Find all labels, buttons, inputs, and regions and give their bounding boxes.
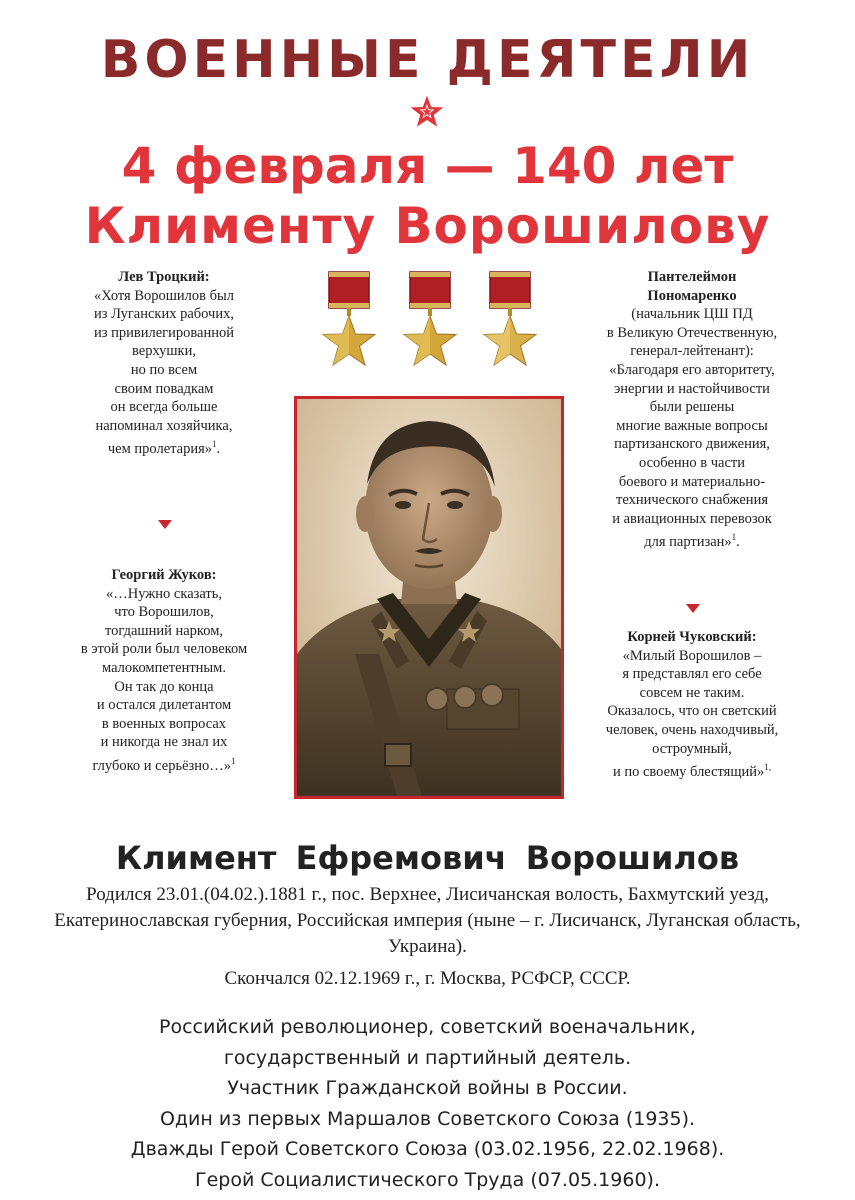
down-triangle-icon xyxy=(158,520,172,529)
quote-text: «Милый Ворошилов – я представлял его себе совсем не таким. Оказалось, что он светский человек, очень находчивый, остроумный, и по своему блестящий»$^{1,}$ xyxy=(605,647,779,780)
medals-row xyxy=(315,270,545,385)
portrait-photo xyxy=(294,396,564,799)
footnote-mark: 1, xyxy=(764,762,772,773)
death-info: Скончался 02.12.1969 г., г. Москва, РСФСР, СССР. xyxy=(224,968,631,989)
quote-trotsky xyxy=(40,268,288,459)
footnote-mark: 1 xyxy=(212,439,217,450)
red-star-icon xyxy=(411,96,443,128)
quote-author: Пантелеймон Пономаренко xyxy=(647,269,737,304)
summary-line: Герой Социалистического Труда (07.05.1960). xyxy=(194,1168,660,1191)
quote-zhukov xyxy=(40,566,288,775)
summary-line: Дважды Герой Советского Союза (03.02.1956, 22.02.1968). xyxy=(130,1138,725,1160)
quote-author-role: (начальник ЦШ ПД в Великую Отечественную, генерал-лейтенант): xyxy=(606,306,778,360)
anniversary-subject: Клименту Ворошилову xyxy=(84,197,771,255)
gold-star-medal-icon xyxy=(320,270,378,384)
quote-chukovsky xyxy=(568,628,816,782)
footnote-mark: 1 xyxy=(231,755,236,766)
person-full-name: Климент Ефремович Ворошилов xyxy=(115,839,740,877)
birth-info: Родился 23.01.(04.02.).1881 г., пос. Верхнее, Лисичанская волость, Бахмутский уезд, Екатеринославская губерния, Российская империя (ныне – г. Лисичанск, Луганская область, Украина). xyxy=(54,884,801,957)
footnote-mark: 1 xyxy=(731,532,737,543)
gold-star-medal-icon xyxy=(401,270,459,384)
quote-author: Лев Троцкий: xyxy=(118,269,210,285)
section-title: ВОЕННЫЕ ДЕЯТЕЛИ xyxy=(100,30,755,90)
gold-star-medal-icon xyxy=(481,270,539,384)
quote-text: «Благодаря его авторитету, энергии и настойчивости были решены многие важные вопросы партизанского движения, особенно в части боевого и материально- технического снабжения и авиационных перевозок для партизан»$^1$. xyxy=(609,361,775,551)
portrait-illustration xyxy=(297,399,561,796)
down-triangle-icon xyxy=(686,604,700,613)
summary-line: государственный и партийный деятель. xyxy=(223,1046,632,1069)
quote-author: Георгий Жуков: xyxy=(111,567,217,583)
quote-ponomarenko xyxy=(568,268,816,552)
biography-summary xyxy=(20,1012,835,1195)
quote-text: «…Нужно сказать, что Ворошилов, тогдашний нарком, в этой роли был человеком малокомпетентным. Он так до конца и остался дилетантом в военных вопросах и никогда не знал их глубоко и серьёзно…»$^1$ xyxy=(80,585,248,774)
summary-line: Один из первых Маршалов Советского Союза (1935). xyxy=(159,1107,696,1130)
quote-text: «Хотя Ворошилов был из Луганских рабочих, из привилегированной верхушки, но по всем своим повадкам он всегда больше напоминал хозяйчика, чем пролетария»$^1$. xyxy=(94,287,234,458)
anniversary-headline: 4 февраля — 140 лет xyxy=(121,137,734,195)
summary-line: Российский революционер, советский военачальник, xyxy=(159,1016,696,1038)
quote-author: Корней Чуковский: xyxy=(627,629,757,645)
summary-line: Участник Гражданской войны в России. xyxy=(227,1077,628,1099)
